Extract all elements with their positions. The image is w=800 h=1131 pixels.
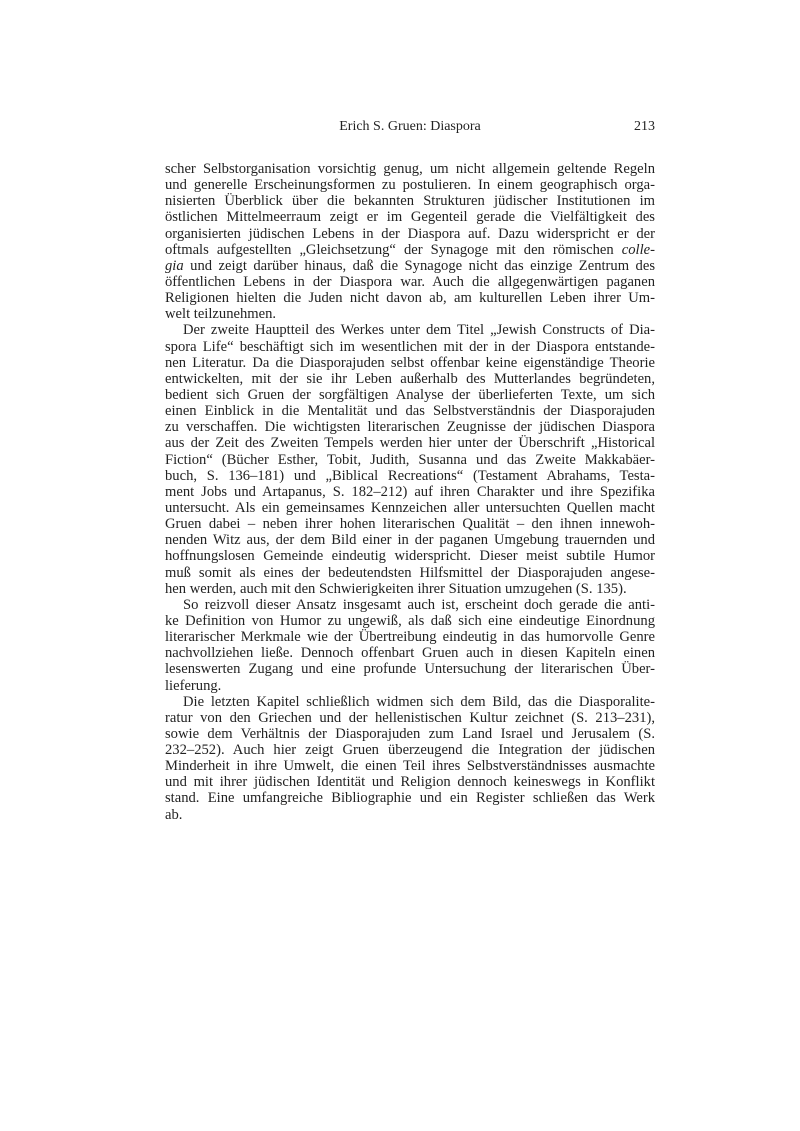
text-line: und generelle Erscheinungsformen zu postulieren. In einem geographisch orga- (165, 177, 655, 194)
text-line: organisierten jüdischen Lebens in der Diaspora auf. Dazu widerspricht er der (165, 225, 655, 242)
text-line: Die letzten Kapitel schließlich widmen sich dem Bild, das die Diasporalite- (183, 693, 655, 710)
text-line: buch, S. 136–181) und „Biblical Recreations“ (Testament Abrahams, Testa- (165, 467, 655, 484)
text-line: einen Einblick in die Mentalität und das Selbstverständnis der Diasporajuden (165, 403, 655, 420)
text-line: spora Life“ beschäftigt sich im wesentlichen mit der in der Diaspora entstande- (165, 338, 655, 355)
text-line (165, 258, 655, 274)
paragraph (165, 161, 655, 322)
text-line: literarischer Merkmale wie der Übertreibung eindeutig in das humorvolle Genre (165, 629, 655, 646)
text-segment: und zeigt darüber hinaus, daß die Synagoge nicht das einzige Zentrum des (183, 257, 655, 274)
page-number: 213 (634, 119, 655, 134)
text-line: So reizvoll dieser Ansatz insgesamt auch ist, erscheint doch gerade die anti- (183, 596, 655, 613)
paragraph (165, 597, 655, 694)
text-line: 232–252). Auch hier zeigt Gruen überzeugend die Integration der jüdischen (165, 742, 655, 759)
text-line: Fiction“ (Bücher Esther, Tobit, Judith, Susanna und das Zweite Makkabäer- (165, 451, 655, 468)
text-segment: oftmals aufgestellten „Gleichsetzung“ der Synagoge mit den römischen (165, 241, 622, 258)
text-line: sowie dem Verhältnis der Diasporajuden zum Land Israel und Jerusalem (S. (165, 725, 655, 742)
text-line: ratur von den Griechen und der hellenistischen Kultur zeichnet (S. 213–231), (165, 709, 655, 726)
text-line: nen Literatur. Da die Diasporajuden selbst offenbar keine eigenständige Theorie (165, 354, 655, 371)
body-text (165, 161, 655, 823)
text-line: Der zweite Hauptteil des Werkes unter dem Titel „Jewish Constructs of Dia- (183, 322, 655, 339)
text-line: hoffnungslosen Gemeinde eindeutig widerspricht. Dieser meist subtile Humor (165, 548, 655, 565)
text-line: Gruen dabei – neben ihrer hohen literarischen Qualität – den ihnen innewoh- (165, 516, 655, 533)
text-line: welt teilzunehmen. (165, 306, 277, 323)
text-line: östlichen Mittelmeerraum zeigt er im Gegenteil gerade die Vielfältigkeit des (165, 209, 655, 226)
text-line: lesenswerten Zugang und eine profunde Untersuchung der literarischen Über- (165, 661, 655, 678)
text-line: Religionen hielten die Juden nicht davon ab, am kulturellen Leben ihrer Um- (165, 290, 655, 307)
text-line: hen werden, auch mit den Schwierigkeiten ihrer Situation umzugehen (S. 135). (165, 580, 627, 597)
text-line: untersucht. Als ein gemeinsames Kennzeichen aller untersuchten Quellen macht (165, 499, 655, 516)
running-head (165, 119, 655, 137)
text-line: ab. (165, 806, 183, 823)
text-line: nachvollziehen ließe. Dennoch offenbart Gruen auch in diesen Kapiteln einen (165, 645, 655, 662)
text-line: ke Definition von Humor zu ungewiß, als daß sich eine eindeutige Einordnung (165, 612, 655, 629)
text-line: zu verschaffen. Die wichtigsten literarischen Zeugnisse der jüdischen Diaspora (165, 419, 655, 436)
paragraph (165, 322, 655, 596)
running-head-title: Erich S. Gruen: Diaspora (339, 119, 481, 134)
paragraph (165, 694, 655, 823)
text-line: öffentlichen Lebens in der Diaspora war. Auch die allgegenwärtigen paganen (165, 273, 655, 290)
italic-term: gia (165, 257, 184, 274)
text-line: Minderheit in ihre Umwelt, die einen Teil ihres Selbstverständnisses ausmachte (165, 758, 655, 775)
text-line: lieferung. (165, 677, 222, 694)
text-line: stand. Eine umfangreiche Bibliographie und ein Register schließen das Werk (165, 790, 655, 807)
text-line: entwickelten, mit der sie ihr Leben außerhalb des Mutterlandes begründeten, (165, 370, 655, 387)
text-line: bedient sich Gruen der sorgfältigen Analyse der überlieferten Texte, um sich (165, 386, 655, 403)
text-line: nenden Witz aus, der dem Bild einer in der paganen Umgebung trauernden und (165, 532, 655, 549)
text-line: aus der Zeit des Zweiten Tempels werden hier unter der Überschrift „Historical (165, 435, 655, 452)
text-line: ment Jobs und Artapanus, S. 182–212) auf ihren Charakter und ihre Spezifika (165, 483, 655, 500)
italic-term: colle- (621, 241, 655, 258)
text-line (165, 242, 655, 258)
text-line: nisierten Überblick über die bekannten Strukturen jüdischer Institutionen im (165, 193, 655, 210)
text-line: und mit ihrer jüdischen Identität und Religion dennoch keineswegs in Konflikt (165, 774, 655, 791)
text-line: scher Selbstorganisation vorsichtig genug, um nicht allgemein geltende Regeln (165, 161, 655, 177)
text-line: muß somit als eines der bedeutendsten Hilfsmittel der Diasporajuden angese- (165, 564, 655, 581)
